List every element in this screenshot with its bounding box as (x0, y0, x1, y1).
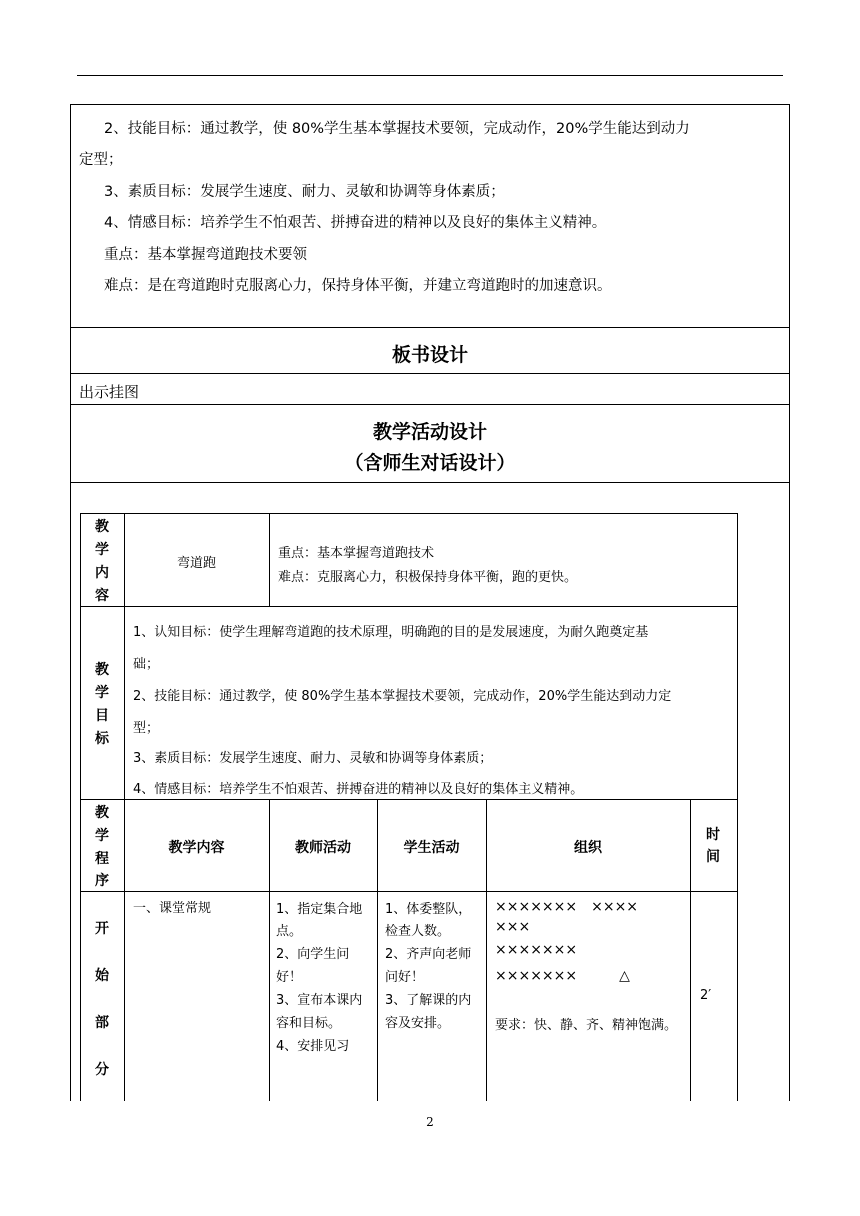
content-label-char-2: 学 (95, 542, 109, 558)
page-header-rule (77, 75, 783, 76)
teacher-line-2: 点。 (276, 924, 303, 939)
opening-time: 2′ (700, 988, 712, 1003)
content-key: 重点：基本掌握弯道跑技术 (278, 546, 435, 561)
board-design-heading: 板书设计 (391, 344, 468, 366)
goals-label-char-4: 标 (95, 731, 109, 747)
teacher-line-5: 3、宣布本课内 (276, 993, 363, 1008)
goal-line-3: 2、技能目标：通过教学，使 80%学生基本掌握技术要领，完成动作，20%学生能达到动力定 (133, 689, 672, 704)
teacher-line-7: 4、安排见习 (276, 1039, 350, 1054)
content-topic: 弯道跑 (176, 556, 216, 571)
opening-content: 一、课堂常规 (133, 901, 212, 916)
goal-line-2: 础； (133, 657, 160, 672)
activity-design-heading: 教学活动设计 (372, 421, 487, 443)
page-number: 2 (426, 1115, 434, 1129)
formation-line-2: ××× (495, 919, 531, 935)
opening-label-char-3: 部 (95, 1015, 109, 1031)
student-line-5: 3、了解课的内 (385, 993, 472, 1008)
opening-label-char-4: 分 (95, 1062, 109, 1078)
inner-row-divider-3 (80, 891, 738, 892)
header-time-char-2: 间 (706, 849, 720, 865)
board-design-content: 出示挂图 (79, 383, 140, 401)
goals-label-char-3: 目 (95, 708, 109, 724)
goals-label-char-2: 学 (95, 685, 109, 701)
student-line-4: 问好！ (385, 970, 425, 985)
formation-line-3: ××××××× (495, 942, 578, 958)
inner-row-divider-1 (80, 606, 738, 607)
goal-line-5: 3、素质目标：发展学生速度、耐力、灵敏和协调等身体素质； (133, 751, 493, 766)
skill-objective-line1: 2、技能目标：通过教学，使 80%学生基本掌握技术要领，完成动作，20%学生能达到动力 (104, 121, 690, 137)
opening-label-char-2: 始 (95, 968, 109, 984)
key-point: 重点：基本掌握弯道跑技术要领 (104, 247, 307, 263)
header-time-char-1: 时 (706, 827, 720, 843)
outer-row-divider-4 (70, 482, 790, 483)
inner-table-top-border (80, 513, 738, 514)
inner-col-divider-org (690, 799, 691, 1101)
outer-row-divider-2 (70, 373, 790, 374)
inner-row-divider-2 (80, 799, 738, 800)
goal-line-4: 型； (133, 721, 160, 736)
content-label-char-4: 容 (95, 588, 109, 604)
formation-line-4: ××××××× △ (495, 968, 630, 984)
quality-objective: 3、素质目标：发展学生速度、耐力、灵敏和协调等身体素质； (104, 184, 505, 200)
emotion-objective: 4、情感目标：培养学生不怕艰苦、拼搏奋进的精神以及良好的集体主义精神。 (104, 215, 607, 231)
activity-design-subheading: （含师生对话设计） (344, 452, 516, 474)
outer-row-divider-1 (70, 327, 790, 328)
goal-line-6: 4、情感目标：培养学生不怕艰苦、拼搏奋进的精神以及良好的集体主义精神。 (133, 782, 584, 797)
program-label-char-4: 序 (95, 873, 109, 889)
teacher-line-6: 容和目标。 (276, 1016, 342, 1031)
content-label-char-1: 教 (95, 519, 109, 535)
outer-table-top-border (70, 104, 790, 105)
student-line-6: 容及安排。 (385, 1016, 451, 1031)
inner-table-right-border (737, 513, 738, 1101)
header-content: 教学内容 (168, 840, 225, 856)
teacher-line-3: 2、向学生问 (276, 947, 350, 962)
inner-table-left-border (80, 513, 81, 1101)
header-teacher: 教师活动 (295, 840, 351, 856)
formation-requirement: 要求：快、静、齐、精神饱满。 (495, 1018, 678, 1033)
inner-col-divider-content (269, 513, 270, 606)
content-difficulty: 难点：克服离心力，积极保持身体平衡，跑的更快。 (278, 570, 578, 585)
student-line-3: 2、齐声向老师 (385, 947, 472, 962)
outer-table-left-border (70, 104, 71, 1101)
outer-table-right-border (789, 104, 790, 1101)
difficulty: 难点：是在弯道跑时克服离心力，保持身体平衡，并建立弯道跑时的加速意识。 (104, 278, 612, 294)
skill-objective-line2: 定型； (79, 152, 123, 168)
inner-col-divider-label (124, 513, 125, 1101)
goal-line-1: 1、认知目标：使学生理解弯道跑的技术原理，明确跑的目的是发展速度，为耐久跑奠定基 (133, 625, 649, 640)
teacher-line-4: 好！ (276, 970, 303, 985)
goals-label-char-1: 教 (95, 662, 109, 678)
teacher-line-1: 1、指定集合地 (276, 902, 363, 917)
outer-row-divider-3 (70, 404, 790, 405)
student-line-2: 检查人数。 (385, 924, 451, 939)
header-student: 学生活动 (403, 840, 460, 856)
program-label-char-2: 学 (95, 828, 109, 844)
student-line-1: 1、体委整队， (385, 902, 472, 917)
content-label-char-3: 内 (95, 565, 109, 581)
program-label-char-1: 教 (95, 805, 109, 821)
header-organization: 组织 (574, 840, 602, 856)
formation-line-1: ××××××× ×××× (495, 899, 639, 915)
program-label-char-3: 程 (95, 851, 109, 867)
opening-label-char-1: 开 (95, 921, 109, 937)
